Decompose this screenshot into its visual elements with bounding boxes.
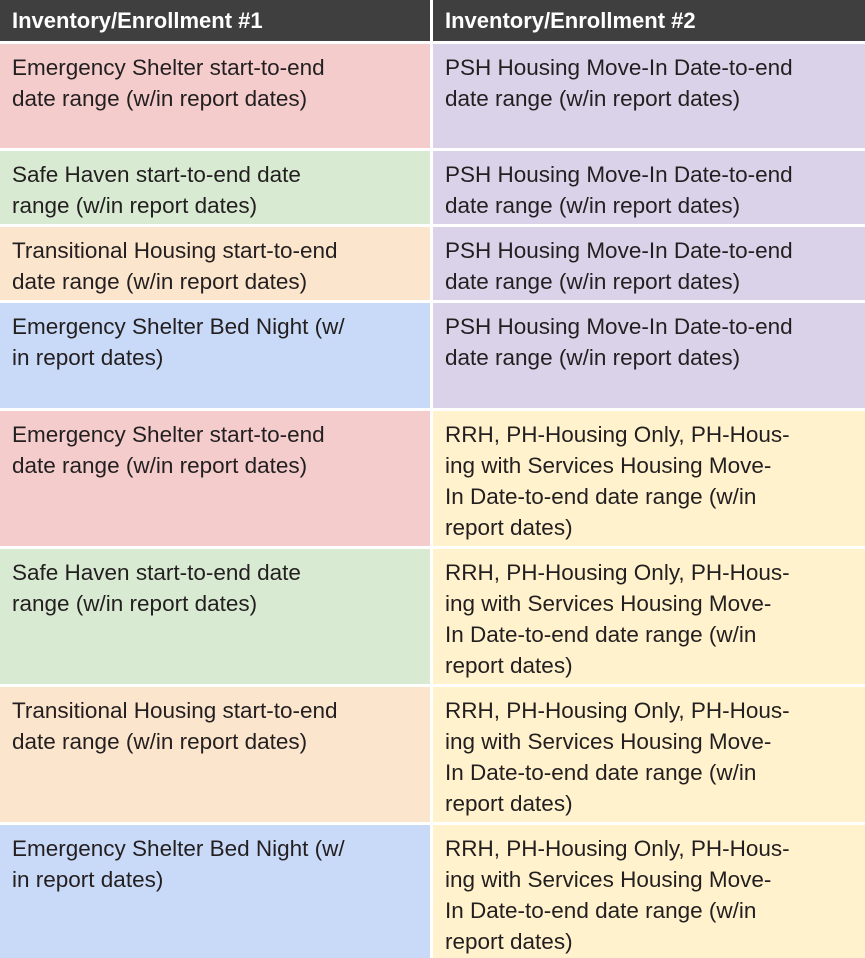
- row5-col2-line3: In Date-to-end date range (w/in: [445, 484, 757, 509]
- row6-col1-line2: range (w/in report dates): [12, 591, 258, 616]
- row3-col2-line2: date range (w/in report dates): [445, 269, 741, 294]
- row6-col2-cell: [433, 549, 865, 684]
- row8-col1-cell: [0, 825, 430, 958]
- row7-col2-line1: RRH, PH-Housing Only, PH-Hous-: [445, 698, 790, 723]
- row4-col1-line2: in report dates): [12, 345, 164, 370]
- row5-col2-line4: report dates): [445, 515, 573, 540]
- row5-col2-line2: ing with Services Housing Move-: [445, 453, 772, 478]
- row1-col1-line2: date range (w/in report dates): [12, 86, 308, 111]
- row8-col2-line2: ing with Services Housing Move-: [445, 867, 772, 892]
- row7-col2-cell: [433, 687, 865, 822]
- row8-col1-line2: in report dates): [12, 867, 164, 892]
- row3-col1-line1: Transitional Housing start-to-end: [12, 238, 338, 263]
- row2-col1-line1: Safe Haven start-to-end date: [12, 162, 301, 187]
- row4-col2-line2: date range (w/in report dates): [445, 345, 741, 370]
- row8-col2-cell: [433, 825, 865, 958]
- row3-col1-line2: date range (w/in report dates): [12, 269, 308, 294]
- row8-col1-line1: Emergency Shelter Bed Night (w/: [12, 836, 345, 861]
- row5-col1-line1: Emergency Shelter start-to-end: [12, 422, 325, 447]
- row4-col2-line1: PSH Housing Move-In Date-to-end: [445, 314, 793, 339]
- row2-col2-cell: [433, 151, 865, 224]
- row6-col2-line2: ing with Services Housing Move-: [445, 591, 772, 616]
- row5-col1-line2: date range (w/in report dates): [12, 453, 308, 478]
- row1-col2-cell: [433, 44, 865, 148]
- row7-col1-cell: [0, 687, 430, 822]
- row6-col1-line1: Safe Haven start-to-end date: [12, 560, 301, 585]
- row2-col1-cell: [0, 151, 430, 224]
- row6-col2-line3: In Date-to-end date range (w/in: [445, 622, 757, 647]
- row2-col1-line2: range (w/in report dates): [12, 193, 258, 218]
- row1-col2-line1: PSH Housing Move-In Date-to-end: [445, 55, 793, 80]
- row5-col2-line1: RRH, PH-Housing Only, PH-Hous-: [445, 422, 790, 447]
- row3-col2-line1: PSH Housing Move-In Date-to-end: [445, 238, 793, 263]
- row6-col2-line1: RRH, PH-Housing Only, PH-Hous-: [445, 560, 790, 585]
- row2-col2-line1: PSH Housing Move-In Date-to-end: [445, 162, 793, 187]
- row1-col2-line2: date range (w/in report dates): [445, 86, 741, 111]
- row7-col2-line3: In Date-to-end date range (w/in: [445, 760, 757, 785]
- header-col1: Inventory/Enrollment #1: [0, 0, 430, 41]
- row6-col2-line4: report dates): [445, 653, 573, 678]
- row4-col2-cell: [433, 303, 865, 408]
- row8-col2-line4: report dates): [445, 929, 573, 954]
- row6-col1-cell: [0, 549, 430, 684]
- row3-col2-cell: [433, 227, 865, 300]
- row7-col2-line4: report dates): [445, 791, 573, 816]
- row1-col1-line1: Emergency Shelter start-to-end: [12, 55, 325, 80]
- row5-col2-cell: [433, 411, 865, 546]
- row4-col1-cell: [0, 303, 430, 408]
- row2-col2-line2: date range (w/in report dates): [445, 193, 741, 218]
- row1-col1-cell: [0, 44, 430, 148]
- row7-col1-line1: Transitional Housing start-to-end: [12, 698, 338, 723]
- row8-col2-line3: In Date-to-end date range (w/in: [445, 898, 757, 923]
- header-col2: Inventory/Enrollment #2: [433, 0, 865, 41]
- row8-col2-line1: RRH, PH-Housing Only, PH-Hous-: [445, 836, 790, 861]
- row3-col1-cell: [0, 227, 430, 300]
- row5-col1-cell: [0, 411, 430, 546]
- row4-col1-line1: Emergency Shelter Bed Night (w/: [12, 314, 345, 339]
- row7-col1-line2: date range (w/in report dates): [12, 729, 308, 754]
- row7-col2-line2: ing with Services Housing Move-: [445, 729, 772, 754]
